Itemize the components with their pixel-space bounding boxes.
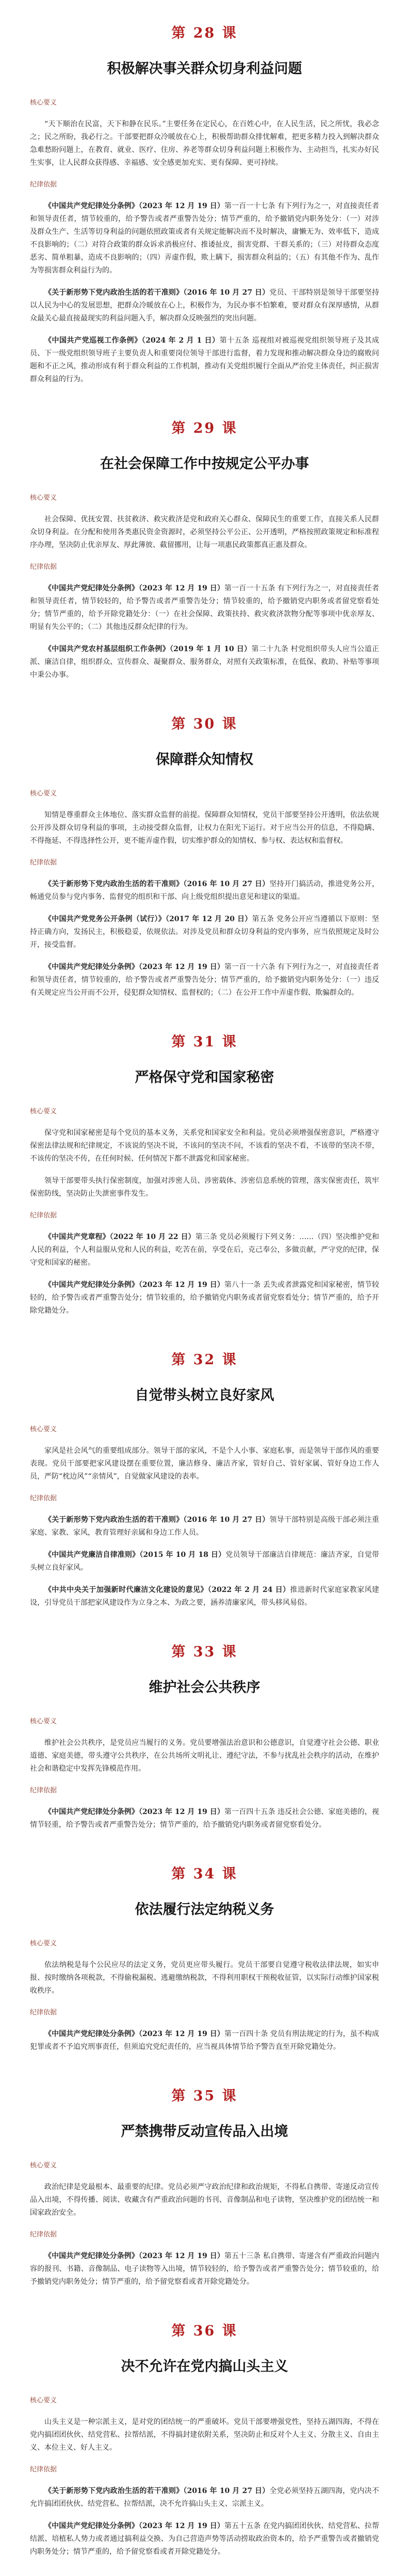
law-text: 第二十九条 村党组织带头人应当公道正派、廉洁自律，组织群众、宣传群众、凝聚群众、服务群众，对照有关政策标准，在低保、救助、补贴等事项中秉公办事。 bbox=[30, 645, 379, 679]
norm-paragraph bbox=[30, 878, 379, 904]
law-text: 第八十一条 丢失或者泄露党和国家秘密，情节较轻的，给予警告或者严重警告处分；情节较重的，给予撤销党内职务或者留党察看处分；情节严重的，给予开除党籍处分。 bbox=[30, 1281, 379, 1315]
norm-paragraph bbox=[30, 2485, 379, 2511]
law-text: 领导干部特别是高级干部必须注重家庭、家教、家风，教育管理好亲属和身边工作人员。 bbox=[30, 1516, 379, 1537]
law-citation: 《中共中央关于加强新时代廉洁文化建设的意见》（2022 年 2 月 24 日） bbox=[44, 1586, 290, 1594]
norm-paragraph bbox=[30, 643, 379, 682]
law-text: 党员领导干部廉洁自律规范：廉洁齐家，自觉带头树立良好家风。 bbox=[30, 1551, 379, 1572]
lesson-number: 第 36 课 bbox=[171, 2323, 238, 2339]
law-text: 第五十五条 在党内搞团团伙伙、结党营私、拉帮结派、培植私人势力或者通过搞利益交换、为自己营造声势等活动捞取政治资本的，给予严重警告或者撤销党内职务处分；情节严重的，给予留党察看或者开除党籍处分。 bbox=[30, 2522, 379, 2556]
core-paragraph: 保守党和国家秘密是每个党员的基本义务，关系党和国家安全和利益。党员必须增强保密意识，严格遵守保密法律法规和纪律规定，不该说的坚决不说，不该问的坚决不问，不该看的坚决不看，不该带的坚决不带，不该传的坚决不传，在任何时候、任何情况下都不泄露党和国家秘密。 bbox=[30, 1129, 379, 1163]
law-text: 党员、干部特别是领导干部要坚持以人民为中心的发展思想，把群众冷暖放在心上，积极作为，为民办事不怕繁难，要对群众有深厚感情，从群众最关心最直接最现实的利益问题入手，解决群众反映强烈的突出问题。 bbox=[30, 289, 379, 323]
norms-label: 纪律依据 bbox=[30, 1212, 57, 1219]
lesson-title: 自觉带头树立良好家风 bbox=[135, 1387, 274, 1403]
core-paragraph: 领导干部要带头执行保密制度，加强对涉密人员、涉密载体、涉密信息系统的管理，落实保密责任，筑牢保密防线，坚决防止失泄密事件发生。 bbox=[30, 1177, 379, 1198]
lesson-number: 第 28 课 bbox=[171, 25, 238, 41]
core-paragraph: 依法纳税是每个公民应尽的法定义务，党员更应带头履行。党员干部要自觉遵守税收法律法规，如实申报、按时缴纳各项税款，不得偷税漏税、逃避缴纳税款，不得利用职权干预税收征管，以实际行动维护国家税收秩序。 bbox=[30, 1961, 379, 1995]
lesson-title: 严格保守党和国家秘密 bbox=[135, 1070, 274, 1086]
norm-paragraph bbox=[30, 1514, 379, 1539]
norm-paragraph bbox=[30, 2028, 379, 2054]
norm-paragraph bbox=[30, 961, 379, 999]
law-text: 第十五条 巡视组对被巡视党组织领导班子及其成员、下一级党组织领导班子主要负责人和重要岗位领导干部进行监督，着力发现和推动解决群众身边的腐败问题和不正之风，推动形成有利于群众利益的工作机制，推动有关党组织履行全面从严治党主体责任，纠正损害群众利益的行为。 bbox=[30, 336, 379, 383]
norm-paragraph bbox=[30, 1806, 379, 1832]
law-citation: 《中国共产党党务公开条例（试行）》（2017 年 12 月 20 日） bbox=[44, 915, 252, 923]
norms-label: 纪律依据 bbox=[30, 2466, 57, 2473]
norm-paragraph bbox=[30, 2520, 379, 2558]
norm-paragraph bbox=[30, 200, 379, 277]
law-text: 第五十三条 私自携带、寄递含有严重政治问题内容的报刊、书籍、音像制品、电子读物等入出境，情节较轻的，给予警告或者严重警告处分；情节较重的，给予撤销党内职务处分；情节严重的，给予留党察看或者开除党籍处分。 bbox=[30, 2252, 379, 2286]
core-paragraph: 社会保障、优抚安置、扶贫救济、救灾救济是党和政府关心群众、保障民生的重要工作，直接关系人民群众切身利益。在分配和使用各类惠民资金资源时，必须坚持公平公正、公开透明，严格按照政策规定和标准程序办理，坚决防止优亲厚友、厚此薄彼、截留挪用，让每一项惠民政策都真正惠及群众。 bbox=[30, 515, 379, 549]
law-citation: 《关于新形势下党内政治生活的若干准则》（2016 年 10 月 27 日） bbox=[44, 1516, 270, 1524]
lesson-title: 在社会保障工作中按规定公平办事 bbox=[100, 456, 309, 472]
lesson-section bbox=[30, 2298, 379, 2558]
law-text: 推进新时代家庭家教家风建设，引导党员干部把家风建设作为立身之本、为政之要，涵养清廉家风，带头移风易俗。 bbox=[30, 1586, 380, 1607]
core-label: 核心要义 bbox=[30, 2162, 57, 2170]
core-label: 核心要义 bbox=[30, 790, 57, 798]
norm-paragraph bbox=[30, 1231, 379, 1269]
core-label: 核心要义 bbox=[30, 494, 57, 502]
law-citation: 《中国共产党纪律处分条例》（2023 年 12 月 19 日） bbox=[44, 2030, 224, 2038]
norm-paragraph bbox=[30, 1279, 379, 1317]
law-text: 第五条 党务公开应当遵循以下原则：坚持正确方向，发扬民主，积极稳妥，依规依法。对涉及党员和群众切身利益的党内事务，应当依照规定及时公开，接受监督。 bbox=[30, 915, 379, 949]
lesson-title: 决不允许在党内搞山头主义 bbox=[121, 2359, 288, 2375]
law-text: 第一百一十六条 有下列行为之一，对直接责任者和领导责任者，情节较重的，给予警告或者严重警告处分；情节严重的，给予撤销党内职务处分：（一）违反有关规定应当公开而不公开，侵犯群众知情权、监督权的；（二）在公开工作中弄虚作假、欺骗群众的。 bbox=[30, 963, 379, 997]
law-citation: 《中国共产党巡视工作条例》（2024 年 2 月 1 日） bbox=[44, 336, 220, 345]
lesson-number: 第 33 课 bbox=[171, 1644, 238, 1660]
norms-label: 纪律依据 bbox=[30, 181, 57, 189]
lesson-number: 第 30 课 bbox=[171, 716, 238, 732]
core-label: 核心要义 bbox=[30, 1718, 57, 1725]
core-label: 核心要义 bbox=[30, 1940, 57, 1947]
core-paragraph: 维护社会公共秩序，是党员应当履行的义务。党员要增强法治意识和公德意识，自觉遵守社会公德、职业道德、家庭美德，带头遵守公共秩序，在公共场所文明礼让、遵纪守法，不参与扰乱社会秩序的活动，在维护社会和谐稳定中发挥先锋模范作用。 bbox=[30, 1739, 379, 1773]
law-text: 第一百一十七条 有下列行为之一，对直接责任者和领导责任者，情节较重的，给予警告或者严重警告处分；情节严重的，给予撤销党内职务处分：（一）对涉及群众生产、生活等切身利益的问题依照政策或者有关规定能解决而不及时解决，庸懒无为、效率低下，造成不良影响的；（二）对符合政策的群众诉求消极应付、推诿扯皮，损害党群、干群关系的；（三）对待群众态度恶劣、简单粗暴，造成不良影响的；（四）弄虚作假，欺上瞒下，损害群众利益的；（五）有其他不作为、乱作为等损害群众利益行为的。 bbox=[30, 202, 379, 275]
norm-paragraph bbox=[30, 1549, 379, 1574]
law-citation: 《关于新形势下党内政治生活的若干准则》（2016 年 10 月 27 日） bbox=[44, 2487, 270, 2495]
core-paragraph: 知情是尊重群众主体地位、落实群众监督的前提。保障群众知情权，党员干部要坚持公开透明，依法依规公开涉及群众切身利益的事项，主动接受群众监督，让权力在阳光下运行。对于应当公开的信息，不得隐瞒、不得拖延、不得选择性公开，更不能弄虚作假，切实维护群众的知情权、参与权、表达权和监督权。 bbox=[30, 811, 379, 845]
law-text: 第一百四十条 党员有刑法规定的行为，虽不构成犯罪或者不予追究刑事责任，但须追究党纪责任的，应当视具体情节给予警告直至开除党籍处分。 bbox=[30, 2030, 379, 2051]
core-label: 核心要义 bbox=[30, 2397, 57, 2404]
norms-label: 纪律依据 bbox=[30, 1495, 57, 1502]
lesson-number: 第 31 课 bbox=[171, 1034, 238, 1050]
norms-label: 纪律依据 bbox=[30, 2009, 57, 2016]
norm-paragraph bbox=[30, 1584, 379, 1609]
norms-label: 纪律依据 bbox=[30, 1787, 57, 1794]
core-paragraph: 政治纪律是党最根本、最重要的纪律。党员必须严守政治纪律和政治规矩，不得私自携带、寄递反动宣传品入出境，不得传播、阅读、收藏含有严重政治问题的书刊、音像制品和电子读物，坚决维护党的团结统一和国家政治安全。 bbox=[30, 2183, 379, 2217]
law-citation: 《中国共产党纪律处分条例》（2023 年 12 月 19 日） bbox=[44, 1808, 224, 1816]
lesson-title: 依法履行法定纳税义务 bbox=[135, 1902, 274, 1918]
core-paragraph: 家风是社会风气的重要组成部分。领导干部的家风，不是个人小事、家庭私事，而是领导干部作风的重要表现。党员干部要把家风建设摆在重要位置，廉洁修身、廉洁齐家，管好自己、管好家属、管好身边工作人员，严防“枕边风”“亲情风”，自觉做家风建设的表率。 bbox=[30, 1447, 379, 1481]
norm-paragraph bbox=[30, 334, 379, 386]
lesson-section bbox=[30, 395, 379, 682]
lesson-number: 第 35 课 bbox=[171, 2088, 238, 2104]
lesson-number: 第 29 课 bbox=[171, 420, 238, 436]
law-text: 坚持开门搞活动，推进党务公开，畅通党员参与党内事务、监督党的组织和干部、向上级党组织提出意见和建议的渠道。 bbox=[30, 880, 379, 901]
norm-paragraph bbox=[30, 582, 379, 634]
norms-label: 纪律依据 bbox=[30, 563, 57, 571]
norm-paragraph bbox=[30, 913, 379, 952]
lesson-section bbox=[30, 2063, 379, 2289]
norm-paragraph bbox=[30, 2250, 379, 2289]
core-label: 核心要义 bbox=[30, 99, 57, 107]
lesson-section bbox=[30, 1009, 379, 1317]
lesson-section bbox=[30, 1841, 379, 2054]
law-text: 第三条 党员必须履行下列义务：……（四）坚决维护党和人民的利益，个人利益服从党和人民的利益，吃苦在前，享受在后，克己奉公，多做贡献，严守党的纪律，保守党和国家的秘密。 bbox=[30, 1233, 379, 1267]
core-label: 核心要义 bbox=[30, 1426, 57, 1433]
law-citation: 《关于新形势下党内政治生活的若干准则》（2016 年 10 月 27 日） bbox=[44, 880, 270, 888]
lesson-section bbox=[30, 0, 379, 386]
lesson-number: 第 32 课 bbox=[171, 1352, 238, 1368]
law-citation: 《中国共产党农村基层组织工作条例》（2019 年 1 月 10 日） bbox=[44, 645, 252, 653]
law-text: 第一百一十五条 有下列行为之一，对直接责任者和领导责任者，情节较轻的，给予警告或者严重警告处分；情节较重的，给予撤销党内职务或者留党察看处分；情节严重的，给予开除党籍处分：（一）在社会保障、政策扶持、救灾救济款物分配等事项中优亲厚友、明显有失公平的；（二）其他违反群众纪律的行为。 bbox=[30, 584, 379, 631]
law-citation: 《中国共产党纪律处分条例》（2023 年 12 月 19 日） bbox=[44, 2252, 224, 2260]
core-paragraph: “天下顺治在民富，天下和静在民乐。”主要任务在定民心，在百姓心中，在人民生活，民之所忧，我必念之；民之所盼，我必行之。干部要把群众冷暖放在心上，积极帮助群众排忧解难，把更多精力投入到解决群众急难愁盼问题上，在教育、就业、医疗、住房、养老等群众切身利益问题上积极作为、主动担当，扎实办好民生实事，让人民群众获得感、幸福感、安全感更加充实、更有保障、更可持续。 bbox=[30, 120, 379, 167]
lesson-title: 维护社会公共秩序 bbox=[149, 1680, 260, 1696]
lesson-section bbox=[30, 1619, 379, 1832]
core-label: 核心要义 bbox=[30, 1108, 57, 1115]
law-citation: 《中国共产党纪律处分条例》（2023 年 12 月 19 日） bbox=[44, 1281, 224, 1289]
law-citation: 《中国共产党纪律处分条例》（2023 年 12 月 19 日） bbox=[44, 2522, 224, 2530]
law-text: 第一百四十五条 违反社会公德、家庭美德的，视情节轻重，给予警告或者严重警告处分；情节严重的，给予撤销党内职务或者留党察看处分。 bbox=[30, 1808, 379, 1829]
law-text: 全党必须坚持五湖四海，党内决不允许搞团团伙伙、结党营私、拉帮结派，决不允许搞山头主义、宗派主义。 bbox=[30, 2487, 379, 2508]
law-citation: 《中国共产党纪律处分条例》（2023 年 12 月 19 日） bbox=[44, 963, 224, 971]
norms-label: 纪律依据 bbox=[30, 859, 57, 867]
lesson-title: 积极解决事关群众切身利益问题 bbox=[107, 61, 302, 77]
law-citation: 《中国共产党纪律处分条例》（2023 年 12 月 19 日） bbox=[44, 202, 224, 210]
lesson-section bbox=[30, 691, 379, 999]
core-paragraph: 山头主义是一种宗派主义，是对党的团结统一的严重破坏。党员干部要增强党性，坚持五湖四海，不得在党内搞团团伙伙、结党营私、拉帮结派，不得搞封建依附关系，坚决防止和反对个人主义、分散主义、自由主义、本位主义、好人主义。 bbox=[30, 2418, 379, 2452]
law-citation: 《关于新形势下党内政治生活的若干准则》（2016 年 10 月 27 日） bbox=[44, 289, 270, 297]
lesson-title: 保障群众知情权 bbox=[156, 752, 253, 768]
lesson-section bbox=[30, 1327, 379, 1609]
lesson-title: 严禁携带反动宣传品入出境 bbox=[121, 2124, 288, 2140]
lesson-number: 第 34 课 bbox=[171, 1866, 238, 1882]
norm-paragraph bbox=[30, 286, 379, 325]
law-citation: 《中国共产党纪律处分条例》（2023 年 12 月 19 日） bbox=[44, 584, 224, 592]
norms-label: 纪律依据 bbox=[30, 2231, 57, 2239]
law-citation: 《中国共产党章程》（2022 年 10 月 22 日） bbox=[44, 1233, 195, 1241]
law-citation: 《中国共产党廉洁自律准则》（2015 年 10 月 18 日） bbox=[44, 1551, 226, 1559]
